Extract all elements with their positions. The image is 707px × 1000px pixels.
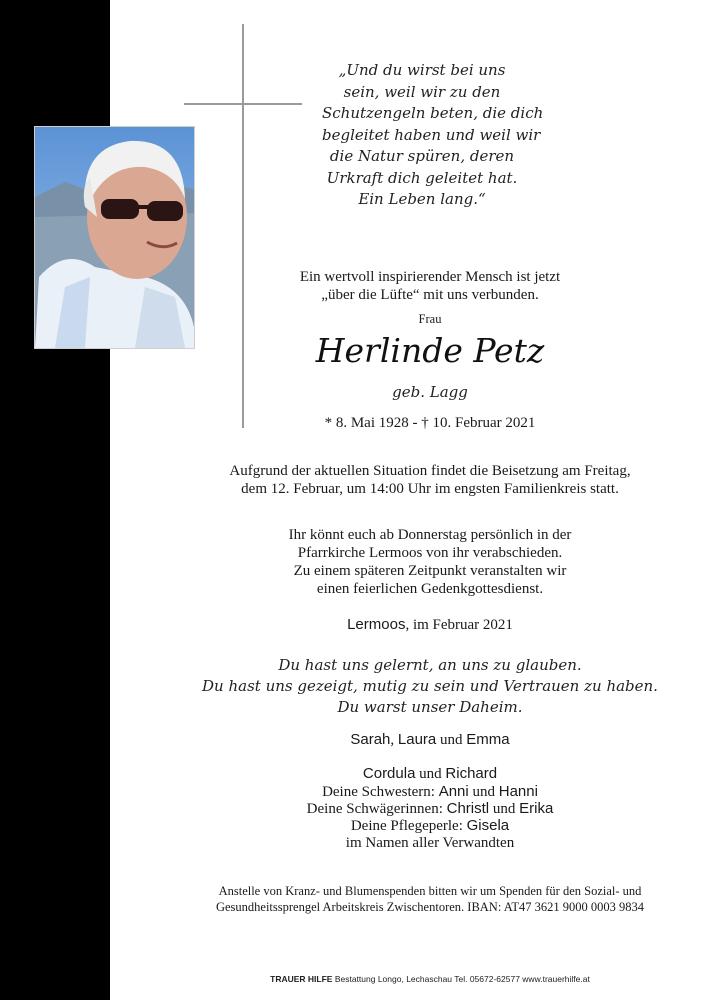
- verse-line: Du hast uns gezeigt, mutig zu sein und Vertrauen zu haben.: [202, 677, 658, 695]
- separator: und: [436, 732, 467, 748]
- opening-poem: [322, 60, 544, 211]
- grandchildren: [200, 731, 660, 749]
- donation-line-1: Anstelle von Kranz- und Blumenspenden bitten wir um Spenden für den Sozial- und: [218, 884, 642, 898]
- mourner-name: Hanni: [498, 783, 538, 800]
- place-date: [200, 616, 660, 634]
- sisters: [200, 783, 660, 801]
- sisters-in-law: [200, 800, 660, 818]
- mourner-name: Erika: [519, 800, 554, 817]
- verse-line: Du hast uns gelernt, an uns zu glauben.: [278, 656, 582, 674]
- mourner-name: Emma: [466, 731, 510, 748]
- relation-label: Deine Pflegeperle:: [350, 818, 467, 834]
- poem-line: Ein Leben lang.“: [358, 190, 486, 208]
- cross-horizontal-line: [184, 103, 302, 105]
- life-dates: * 8. Mai 1928 - † 10. Februar 2021: [324, 415, 536, 431]
- mourner-name: Gisela: [466, 817, 510, 834]
- deceased-name: Herlinde Petz: [315, 331, 545, 370]
- farewell-line: Pfarrkirche Lermoos von ihr verabschieden.: [297, 545, 563, 561]
- intro-line-2: „über die Lüfte“ mit uns verbunden.: [321, 287, 539, 303]
- poem-line: Urkraft dich geleitet hat.: [326, 168, 518, 187]
- intro-line-1: Ein wertvoll inspirierender Mensch ist jetzt: [299, 269, 561, 285]
- portrait-photo: [34, 126, 195, 349]
- relation-label: Deine Schwestern:: [322, 784, 439, 800]
- footer-brand: TRAUER HILFE: [270, 974, 333, 984]
- relatives: im Namen aller Verwandten: [345, 835, 515, 851]
- footer-text: Bestattung Longo, Lechaschau Tel. 05672-62577 www.trauerhilfe.at: [332, 974, 590, 984]
- farewell-line: einen feierlichen Gedenkgottesdienst.: [316, 581, 544, 597]
- salutation: Frau: [418, 312, 442, 326]
- place-name: Lermoos: [347, 616, 406, 633]
- funeral-line-1: Aufgrund der aktuellen Situation findet die Beisetzung am Freitag,: [229, 463, 631, 479]
- footer-credit: [200, 974, 660, 984]
- poem-line: die Natur spüren, deren: [329, 147, 515, 165]
- relation-label: Deine Schwägerinnen:: [306, 801, 447, 817]
- caregiver: [200, 817, 660, 835]
- poem-line: „Und du wirst bei uns: [338, 61, 506, 79]
- birth-name: geb. Lagg: [392, 383, 468, 401]
- verse-line: Du warst unser Daheim.: [337, 698, 523, 716]
- mourner-name: Richard: [445, 765, 498, 782]
- poem-line: begleitet haben und weil wir: [322, 125, 541, 144]
- poem-line: sein, weil wir zu den: [343, 82, 501, 101]
- children: [200, 765, 660, 783]
- separator: ,: [390, 732, 398, 748]
- date-text: , im Februar 2021: [405, 617, 513, 633]
- mourner-name: Anni: [438, 783, 469, 800]
- mourner-name: Laura: [397, 731, 437, 748]
- donation-line-2: Gesundheitssprengel Arbeitskreis Zwischentoren. IBAN: AT47 3621 9000 0003 9834: [215, 900, 645, 914]
- separator: und: [489, 801, 520, 817]
- closing-verse: [200, 655, 660, 718]
- separator: und: [468, 784, 499, 800]
- funeral-line-2: dem 12. Februar, um 14:00 Uhr im engsten Familienkreis statt.: [241, 481, 619, 497]
- mourner-name: Sarah: [350, 731, 391, 748]
- farewell-line: Ihr könnt euch ab Donnerstag persönlich in der: [288, 527, 572, 543]
- mourner-name: Cordula: [362, 765, 416, 782]
- separator: und: [415, 766, 446, 782]
- farewell-line: Zu einem späteren Zeitpunkt veranstalten wir: [293, 563, 567, 579]
- poem-line: Schutzengeln beten, die dich: [322, 104, 544, 122]
- mourner-name: Christl: [446, 800, 490, 817]
